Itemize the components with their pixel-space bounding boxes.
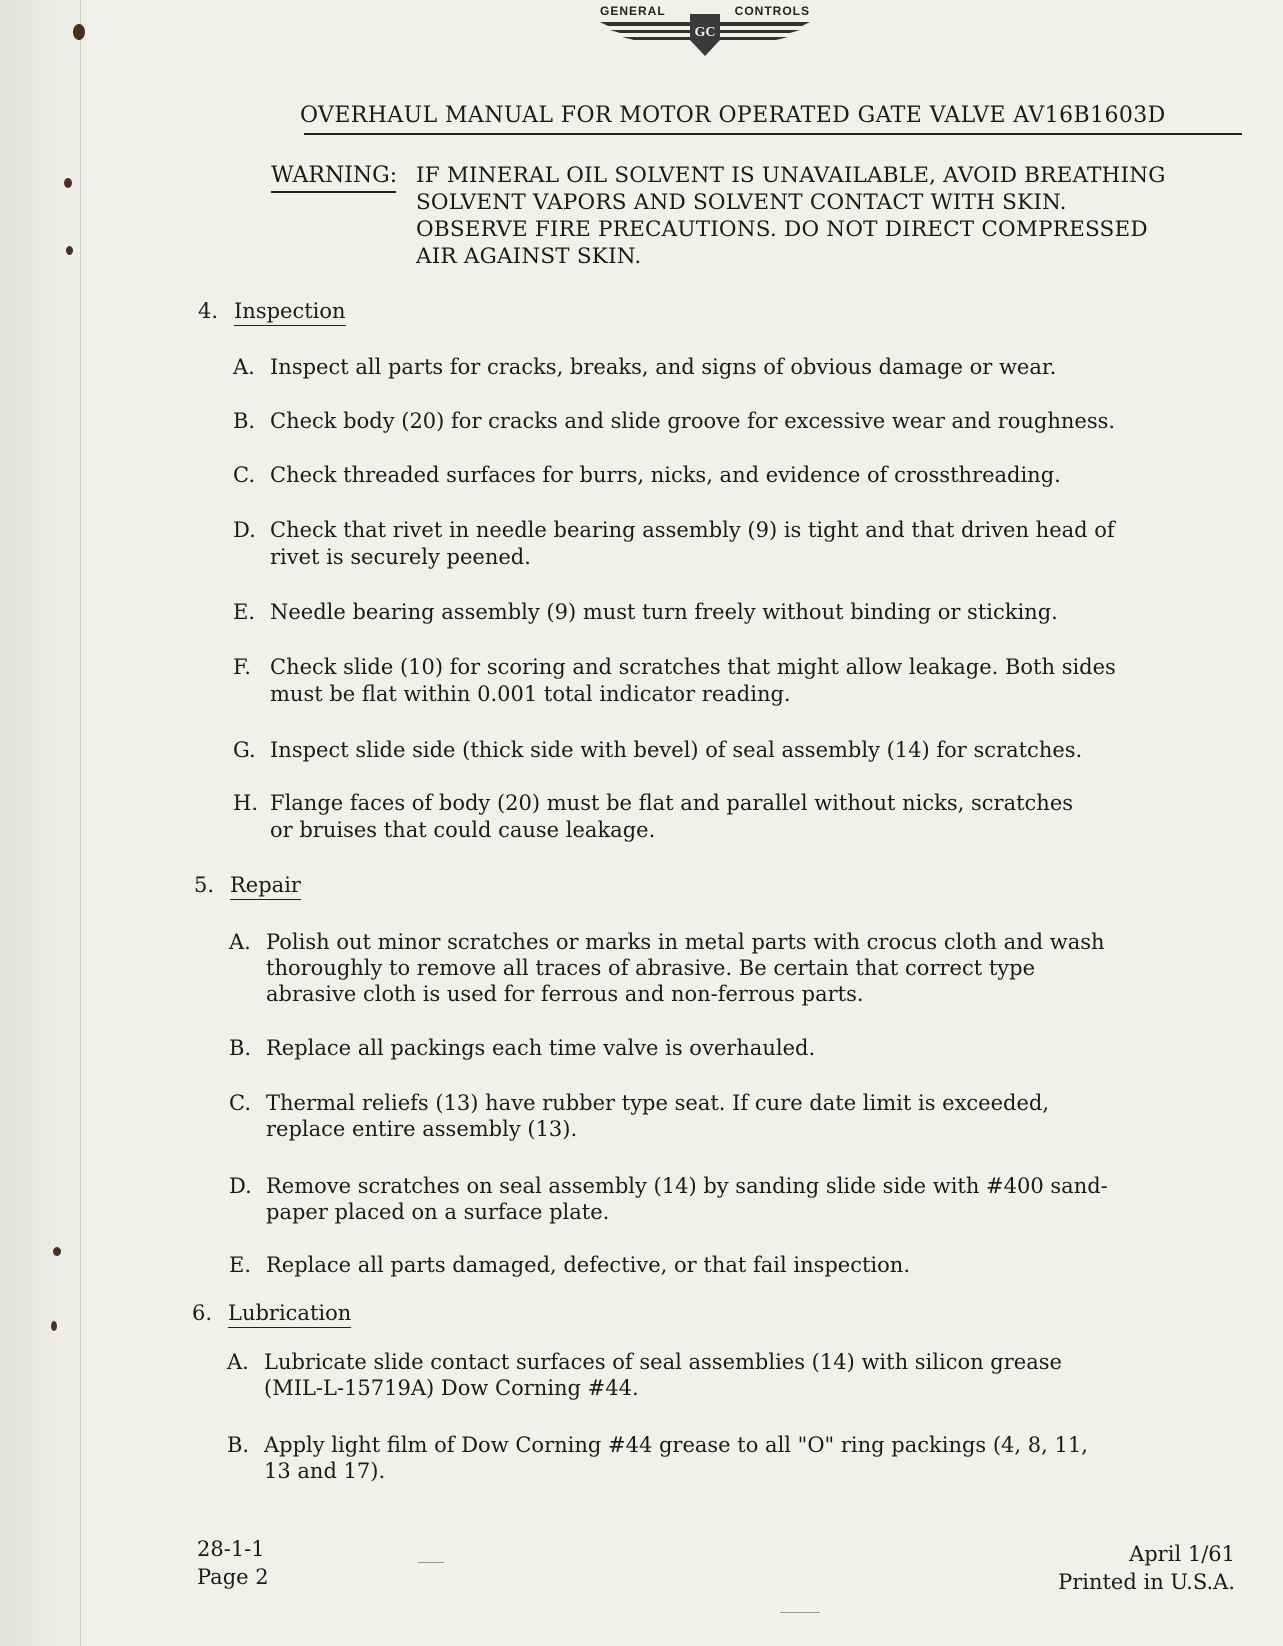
- company-logo: [600, 0, 810, 58]
- item-text-line: (MIL-L-15719A) Dow Corning #44.: [264, 1376, 639, 1400]
- page-left-margin: [0, 0, 88, 1646]
- item-letter: D.: [229, 1174, 252, 1198]
- item-letter: F.: [233, 655, 251, 679]
- section-number: 4.: [198, 299, 219, 323]
- warning-text-line: SOLVENT VAPORS AND SOLVENT CONTACT WITH SKIN.: [416, 190, 1067, 215]
- item-text-line: Check body (20) for cracks and slide groove for excessive wear and roughness.: [270, 409, 1116, 433]
- svg-text:GC: GC: [694, 25, 716, 40]
- item-letter: E.: [229, 1253, 252, 1277]
- section-heading-inspection: [198, 299, 346, 323]
- section-number: 6.: [192, 1301, 213, 1325]
- item-text-line: Check threaded surfaces for burrs, nicks, and evidence of crossthreading.: [270, 463, 1061, 487]
- item-text-line: Needle bearing assembly (9) must turn freely without binding or sticking.: [270, 600, 1058, 624]
- item-letter: A.: [233, 355, 255, 379]
- item-text-line: Thermal reliefs (13) have rubber type seat. If cure date limit is exceeded,: [266, 1091, 1050, 1115]
- item-text-line: Inspect slide side (thick side with bevel) of seal assembly (14) for scratches.: [270, 738, 1083, 762]
- item-letter: D.: [233, 518, 256, 542]
- title-underline: [304, 133, 1242, 135]
- warning-text-line: OBSERVE FIRE PRECAUTIONS. DO NOT DIRECT COMPRESSED: [416, 217, 1148, 242]
- item-text-line: 13 and 17).: [264, 1459, 386, 1483]
- page-number: Page 2: [197, 1565, 269, 1589]
- item-letter: B.: [233, 409, 256, 433]
- item-text-line: must be flat within 0.001 total indicator reading.: [270, 682, 791, 706]
- item-text-line: Flange faces of body (20) must be flat and parallel without nicks, scratches: [270, 791, 1074, 815]
- item-text-line: or bruises that could cause leakage.: [270, 818, 656, 842]
- item-letter: C.: [233, 463, 255, 487]
- item-text-line: Apply light film of Dow Corning #44 grease to all "O" ring packings (4, 8, 11,: [264, 1433, 1088, 1457]
- section-title: Lubrication: [228, 1301, 351, 1328]
- item-letter: E.: [233, 600, 256, 624]
- logo-text-general: GENERAL: [600, 4, 666, 18]
- item-text-line: Polish out minor scratches or marks in metal parts with crocus cloth and wash: [266, 930, 1105, 954]
- item-text-line: thoroughly to remove all traces of abrasive. Be certain that correct type: [266, 956, 1035, 980]
- binder-hole: [51, 1321, 57, 1331]
- logo-text-controls: CONTROLS: [734, 4, 810, 18]
- warning-label: WARNING:: [271, 163, 398, 188]
- binder-hole: [73, 24, 85, 40]
- item-letter: G.: [233, 738, 256, 762]
- warning-text-line: AIR AGAINST SKIN.: [416, 244, 642, 269]
- doc-number: 28-1-1: [197, 1537, 265, 1561]
- binder-hole: [66, 246, 73, 255]
- item-letter: C.: [229, 1091, 251, 1115]
- binder-hole: [53, 1247, 61, 1256]
- item-text-line: Check that rivet in needle bearing assembly (9) is tight and that driven head of: [270, 518, 1115, 542]
- warning-underline: [271, 191, 396, 193]
- item-text-line: paper placed on a surface plate.: [266, 1200, 610, 1224]
- item-text-line: Check slide (10) for scoring and scratches that might allow leakage. Both sides: [270, 655, 1116, 679]
- print-date: April 1/61: [1129, 1542, 1235, 1566]
- section-title: Inspection: [234, 299, 346, 326]
- item-letter: B.: [227, 1433, 250, 1457]
- item-text-line: Lubricate slide contact surfaces of seal assemblies (14) with silicon grease: [264, 1350, 1062, 1374]
- page-fold-line: [80, 0, 81, 1646]
- printed-in: Printed in U.S.A.: [1058, 1570, 1235, 1594]
- item-text-line: Remove scratches on seal assembly (14) by sanding slide side with #400 sand-: [266, 1174, 1108, 1198]
- section-heading-lubrication: [192, 1301, 351, 1325]
- scan-mark: [780, 1612, 820, 1613]
- footer-right: [1058, 1540, 1235, 1596]
- scan-mark: [418, 1562, 444, 1563]
- item-letter: B.: [229, 1036, 252, 1060]
- section-number: 5.: [194, 873, 215, 897]
- item-text-line: replace entire assembly (13).: [266, 1117, 578, 1141]
- item-letter: A.: [229, 930, 251, 954]
- item-text-line: rivet is securely peened.: [270, 545, 531, 569]
- item-text-line: Replace all parts damaged, defective, or that fail inspection.: [266, 1253, 910, 1277]
- page-title: OVERHAUL MANUAL FOR MOTOR OPERATED GATE VALVE AV16B1603D: [300, 103, 1166, 128]
- section-title: Repair: [230, 873, 301, 900]
- item-letter: H.: [233, 791, 258, 815]
- warning-text-line: IF MINERAL OIL SOLVENT IS UNAVAILABLE, AVOID BREATHING: [416, 163, 1166, 188]
- item-text-line: Replace all packings each time valve is overhauled.: [266, 1036, 816, 1060]
- item-text-line: Inspect all parts for cracks, breaks, and signs of obvious damage or wear.: [270, 355, 1057, 379]
- item-text-line: abrasive cloth is used for ferrous and non-ferrous parts.: [266, 982, 864, 1006]
- section-heading-repair: [194, 873, 301, 897]
- item-letter: A.: [227, 1350, 249, 1374]
- footer-left: [197, 1535, 269, 1591]
- binder-hole: [64, 178, 72, 188]
